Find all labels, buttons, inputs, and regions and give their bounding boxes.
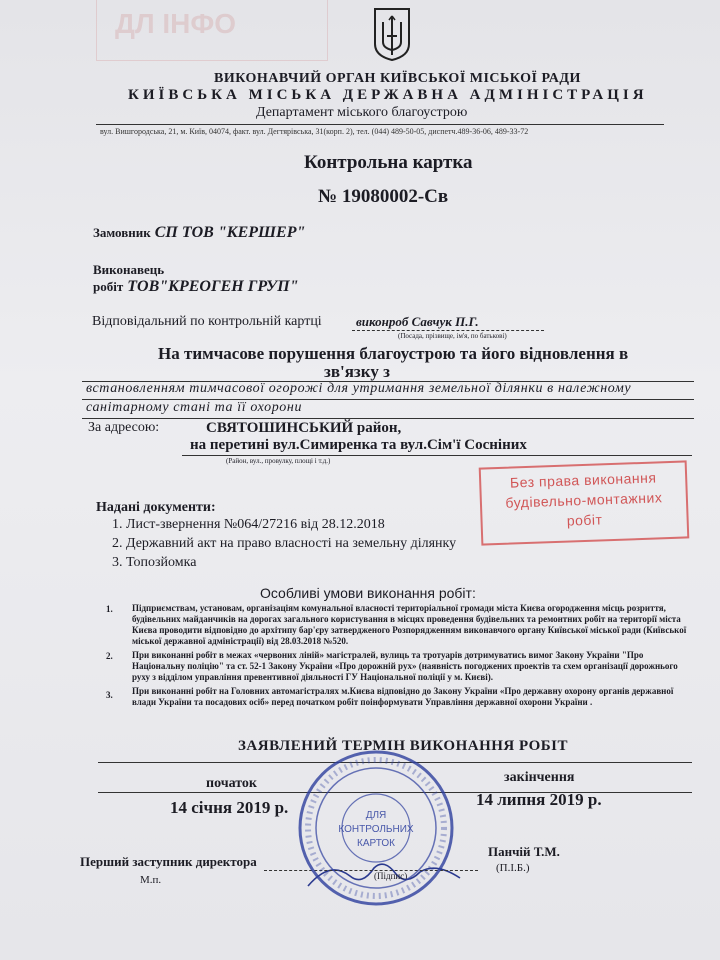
contractor-label: Виконавець [93,262,165,277]
coat-of-arms-icon [372,6,412,62]
responsible-label: Відповідальний по контрольній картці [92,314,322,329]
contractor-label-2: робіт [93,279,124,294]
condition-number-2: 2. [106,651,113,661]
address-caption: (Район, вул., провулку, площі і т.д.) [226,457,331,465]
stamp-place-label: М.п. [140,874,162,886]
org-line-1: ВИКОНАВЧИЙ ОРГАН КИЇВСЬКОЇ МІСЬКОЇ РАДИ [214,71,581,86]
customer-label: Замовник [93,225,151,240]
customer-value: СП ТОВ "КЕРШЕР" [154,224,306,241]
org-line-2: КИЇВСЬКА МІСЬКА ДЕРЖАВНА АДМІНІСТРАЦІЯ [128,87,648,103]
condition-text-2: При виконанні робіт в межах «червоних ліній» магістралей, вулиць та тротуарів дотримуватись вимог Закону України "Про Національну поліцію" та ст. 52-1 Закону України «Про дорожній рух» (наявність погоджених проектів та схем організації дорожнього руху з відділом управління превентивної діяльності ГУ Національної поліції у м. Києві). [132,650,678,682]
customer-row [93,224,305,242]
purpose-line-2: санітарному стані та її охорони [86,400,303,415]
red-stamp-line-3: робіт [566,511,603,529]
signer-name-caption: (П.І.Б.) [496,862,530,874]
red-stamp-line-1: Без права виконання [509,469,657,491]
headline-line-1: На тимчасове порушення благоустрою та його відновлення в [158,344,629,363]
responsible-value: виконроб Савчук П.Г. [356,314,479,329]
contractor-row [93,278,299,296]
department-name: Департамент міського благоустрою [256,105,468,120]
seal-line-2: КОНТРОЛЬНИХ [338,824,414,835]
seal-line-1: ДЛЯ [365,810,387,821]
seal-line-3: КАРТОК [357,838,395,849]
condition-number-3: 3. [106,690,113,700]
term-start-label: початок [206,776,257,791]
responsible-underline [352,330,544,331]
conditions-title: Особливі умови виконання робіт: [260,585,476,601]
address-rule [182,455,692,456]
faded-stamp-top: ДЛ ІНФО [96,0,328,61]
department-address: вул. Вишгородська, 21, м. Київ, 04074, факт. вул. Дегтярівська, 31(корп. 2), тел. (044) 489-50-05, диспетч.489-36-06, 489-33-72 [100,127,529,136]
contractor-value: ТОВ"КРЕОГЕН ГРУП" [127,278,299,295]
card-title: Контрольна картка [304,152,473,173]
condition-text-3: При виконанні робіт на Головних автомагістралях м.Києва відповідно до Закону України «Про державну охорону органів державної влади України та посадових осіб» перед початком робіт поінформувати Управління державної охорони України . [132,686,674,707]
condition-number-1: 1. [106,604,113,614]
address-line-2: на перетині вул.Симиренка та вул.Сім'ї Сосніних [190,437,527,453]
address-line-1: СВЯТОШИНСЬКИЙ район, [206,420,402,436]
term-start-date: 14 січня 2019 р. [170,798,289,817]
card-number: № 19080002-Св [318,186,449,207]
signer-position: Перший заступник директора [80,854,257,869]
documents-label: Надані документи: [96,500,216,515]
address-label: За адресою: [88,420,160,435]
term-end-date: 14 липня 2019 р. [476,790,602,809]
blue-seal [296,748,456,908]
header-rule [96,124,664,125]
red-stamp [479,460,690,545]
document-item-2: 2. Державний акт на право власності на земельну ділянку [112,536,457,551]
signature-caption: (Підпис) [374,871,408,881]
term-end-label: закінчення [504,770,575,785]
signer-name: Панчій Т.М. [488,844,560,859]
responsible-caption: (Посада, прізвище, ім'я, по батькові) [398,332,507,340]
purpose-line-1: встановленням тимчасової огорожі для утримання земельної ділянки в належному [86,381,632,396]
red-stamp-line-2: будівельно-монтажних [505,489,663,511]
document-item-3: 3. Топозйомка [112,555,197,570]
condition-text-1: Підприємствам, установам, організаціям комунальної власності територіальної громади міста Києва огородження місць розриття, будівельних майданчиків на дорогах загального користування в місцях проведення будівельних та ремонтних робіт на території міста Києва проводити відповідно до архітипу бар'єру затвердженого Розпорядженням виконавчого органу Київської міської ради (Київської міської державної адміністрації) від 28.03.2018 №520. [132,603,687,646]
purpose-rule-2 [82,418,694,419]
term-title: ЗАЯВЛЕНИЙ ТЕРМІН ВИКОНАННЯ РОБІТ [238,738,569,754]
headline-line-2: зв'язку з [324,362,390,381]
document-item-1: 1. Лист-звернення №064/27216 від 28.12.2018 [112,517,385,532]
